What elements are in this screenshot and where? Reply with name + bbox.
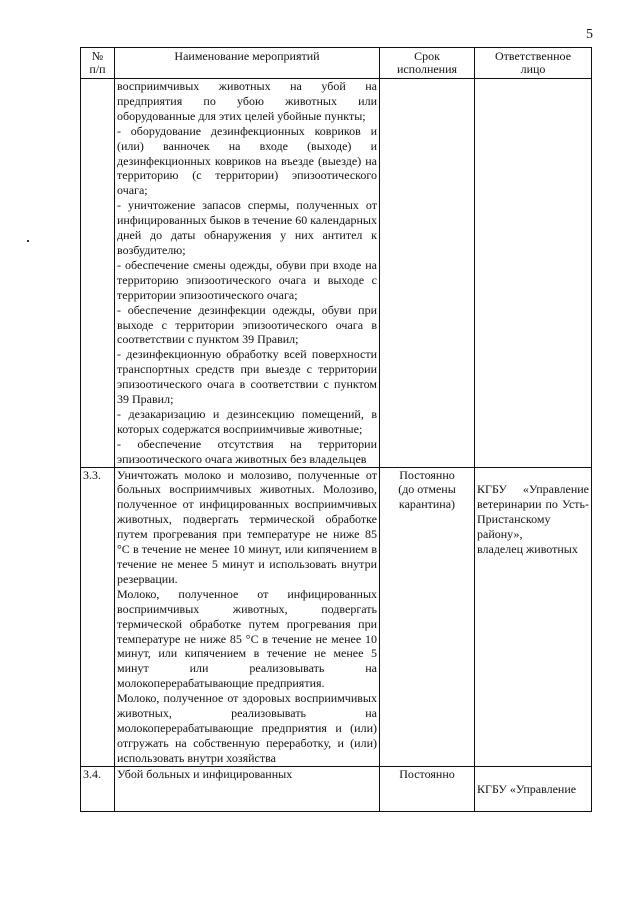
row-measure-text: Уничтожать молоко и молозиво, полученные от больных восприимчивых животных. Молозиво, полученное от инфицированных восприимчивых животных, подвергать термической обработке путем прогревания при температуре не ниже 85 °С в течение не менее 10 минут, или кипячением в течение не менее 5 минут и использовать внутри резервации. Молоко, полученное от инфицированных восприимчивых животных, подвергать термической обработке путем прогревания при температуре не ниже 85 °С в течение не менее 10 минут, или кипячением в течение не менее 5 минут или реализовывать на молокоперерабатывающие предприятия. Молоко, полученное от здоровых восприимчивых животных, реализовывать на молокоперерабатывающие предприятия и (или) отгружать на собственную переработку, и (или) использовать внутри хозяйства [115,467,380,766]
row-responsible-main: КГБУ «Управление ветеринарии по Усть-Пристанскому району», [477,482,589,542]
header-measures: Наименование мероприятий [115,48,380,79]
row-term: Постоянно [380,766,475,812]
header-responsible: Ответственное лицо [475,48,592,79]
table-row [81,467,592,766]
row-term [380,79,475,468]
table-header-row [81,48,592,79]
header-term: Срок исполнения [380,48,475,79]
row-responsible-extra: владелец животных [477,542,578,557]
row-number: 3.4. [81,766,115,812]
measures-table [80,47,592,812]
table-row [81,79,592,468]
row-responsible [475,79,592,468]
row-term: Постоянно (до отмены карантина) [380,467,475,766]
scan-speck [27,240,29,242]
row-measure-text: восприимчивых животных на убой на предприятия по убою животных или оборудованные для этих целей убойные пункты; - оборудование дезинфекционных ковриков и (или) ванночек на входе (выходе) и дезинфекционных ковриков на въезде (выезде) на территорию (с территории) эпизоотического очага; - уничтожение запасов спермы, полученных от инфицированных быков в течение 60 календарных дней до даты обнаружения у них антител к возбудителю; - обеспечение смены одежды, обуви при входе на территорию эпизоотического очага и выходе с территории эпизоотического очага; - обеспечение дезинфекции одежды, обуви при выходе с территории эпизоотического очага в соответствии с пунктом 39 Правил; - дезинфекционную обработку всей поверхности транспортных средств при выезде с территории эпизоотического очага в соответствии с пунктом 39 Правил; - дезакаризацию и дезинсекцию помещений, в которых содержатся восприимчивые животные; - обеспечение отсутствия на территории эпизоотического очага животных без владельцев [115,79,380,468]
row-responsible [475,467,592,766]
row-number: 3.3. [81,467,115,766]
row-responsible [475,766,592,812]
row-measure-text: Убой больных и инфицированных [115,766,380,812]
row-responsible-main: КГБУ «Управление [477,781,577,796]
header-number: № п/п [81,48,115,79]
table-row [81,766,592,812]
row-number [81,79,115,468]
page-number: 5 [586,27,593,42]
